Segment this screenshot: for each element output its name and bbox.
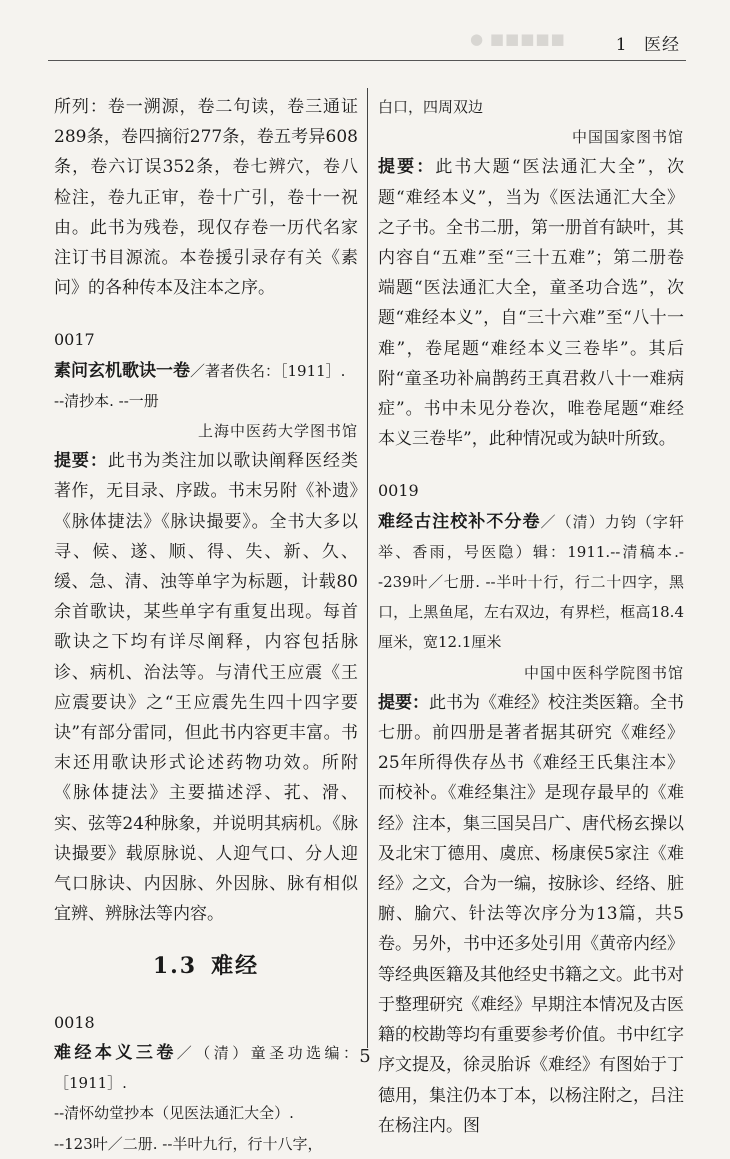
entry-0018-continued — [378, 92, 684, 454]
library-name: 中国国家图书馆 — [571, 128, 684, 147]
section-heading — [54, 951, 358, 981]
tiyao-label: 提要： — [378, 157, 436, 178]
entry-meta: --123叶／二册. --半叶九行，行十八字， — [54, 1134, 323, 1153]
tiyao-text: 此书为类注加以歌诀阐释医经类著作，无目录、序跋。书末另附《补遗》《脉体捷法》《脉诀撮要》。全书大多以寻、候、遂、顺、得、失、新、久、缓、急、清、浊等单字为标题，计载80余首歌诀，某些单字有重复出现。每首歌诀之下均有详尽阐释，内容包括脉诊、病机、治法等。与清代王应震《王应震要诀》之“王应震先生四十四字要诀”有部分雷同，但此书内容更丰富。书末还用歌诀形式论述药物功效。所附《脉体捷法》主要描述浮、芤、滑、实、弦等24种脉象，并说明其病机。《脉诀撮要》载原脉说、人迎气口、分人迎气口脉诀、内因脉、外因脉、脉有相似宜辨、辨脉法等内容。 — [54, 451, 358, 925]
entry-0019 — [378, 476, 684, 1140]
left-column — [54, 92, 358, 1159]
library-name: 中国中医科学院图书馆 — [523, 663, 684, 682]
entry-meta: ／（清）童圣功选编：［1911］. — [54, 1043, 358, 1093]
tiyao-label: 提要： — [378, 692, 429, 713]
library-name: 上海中医药大学图书馆 — [197, 422, 358, 441]
tiyao-text: 此书为《难经》校注类医籍。全书七册。前四册是著者据其研究《难经》25年所得佚存丛书《难经王氏集注本》而校补。《难经集注》是现存最早的《难经》注本，集三国吴吕广、唐代杨玄操以及北宋丁德用、虞庶、杨康侯5家注《难经》之文，合为一编，按脉诊、经络、脏腑、腧穴、针法等次序分为13篇，共5卷。另外，书中还多处引用《黄帝内经》等经典医籍及其他经史书籍之文。此书对于整理研究《难经》早期注本情况及古医籍的校勘等均有重要参考价值。书中红字序文提及，徐灵胎诉《难经》有图始于丁德用，集注仍本丁本，以杨注附之，吕注在杨注内。图 — [378, 692, 684, 1136]
entry-meta: ／（清）力钧（字轩举、香雨，号医隐）辑：1911.--清稿本.--239叶／七册. --半叶十行，行二十四字，黑口，上黑鱼尾，左右双边，有界栏，框高18.4厘米，宽12.1厘米 — [378, 512, 684, 652]
entry-title: 难经本义三卷 — [54, 1042, 177, 1063]
entry-meta: 白口，四周双边 — [378, 98, 484, 116]
entry-0018 — [54, 1008, 358, 1159]
entry-meta: ／著者佚名：［1911］. — [190, 361, 346, 380]
header-rule — [48, 60, 686, 61]
entry-0017 — [54, 325, 358, 929]
section-title: 难经 — [211, 953, 260, 980]
entry-id: 0017 — [54, 330, 95, 350]
section-number: 1.3 — [152, 953, 198, 980]
bleed-through-text: ● ■■■■■ — [470, 30, 566, 48]
entry-title: 素问玄机歌诀一卷 — [54, 360, 190, 381]
header-section-number: 1 — [615, 35, 628, 55]
entry-title: 难经古注校补不分卷 — [378, 511, 541, 532]
page-number: 5 — [359, 1046, 371, 1067]
tiyao-text: 此书大题“医法通汇大全”，次题“难经本义”，当为《医法通汇大全》之子书。全书二册，第一册首有缺叶，其内容自“五难”至“三十五难”；第二册卷端题“医法通汇大全，童圣功合选”，次题“难经本义”，自“三十六难”至“八十一难”，卷尾题“难经本义三卷毕”。其后附“童圣功补扁鹊药王真君救八十一难病症”。书中未见分卷次，唯卷尾题“难经本义三卷毕”，此种情况或为缺叶所致。 — [378, 157, 685, 450]
right-column — [378, 92, 684, 1141]
tiyao-label: 提要： — [54, 451, 108, 472]
entry-meta: --清怀幼堂抄本（见医法通汇大全）. — [54, 1104, 294, 1123]
running-header — [616, 30, 680, 55]
header-section-name: 医经 — [644, 35, 680, 55]
entry-meta: --清抄本. --一册 — [54, 391, 159, 410]
entry-id: 0018 — [54, 1012, 95, 1032]
column-divider — [367, 88, 368, 1048]
intro-paragraph: 所列：卷一溯源，卷二句读，卷三通证289条，卷四摘衍277条，卷五考异608条，卷六订误352条，卷七辨穴，卷八检注，卷九正审，卷十广引，卷十一祝由。此书为残卷，现仅存卷一历代名家注订书目源流。本卷援引录存有关《素问》的各种传本及注本之序。 — [54, 97, 358, 299]
entry-id: 0019 — [378, 481, 419, 501]
